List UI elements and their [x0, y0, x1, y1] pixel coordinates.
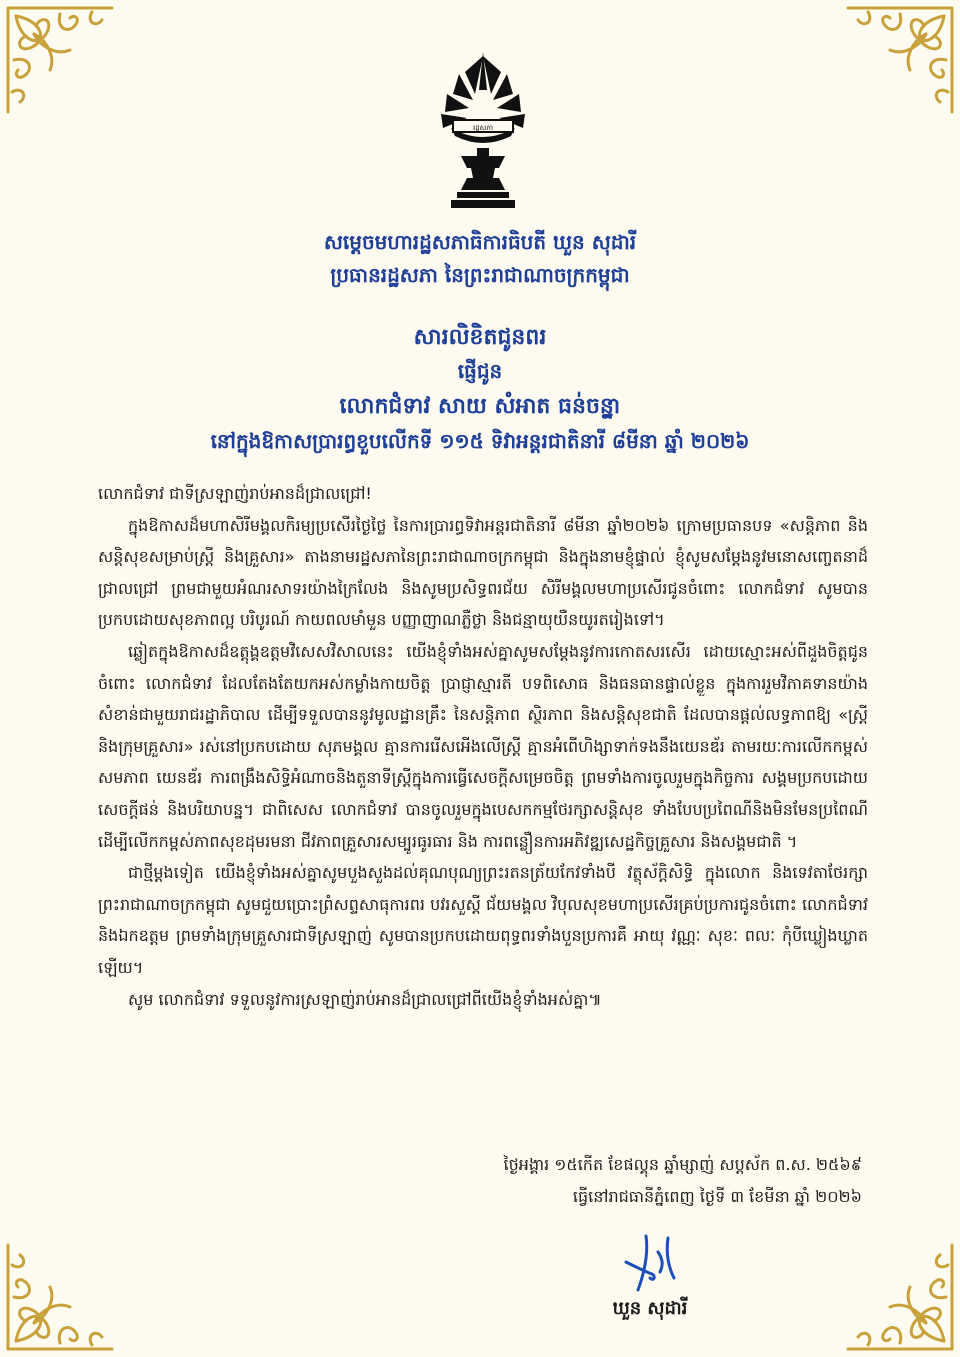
lunar-date: ថ្ងៃអង្គារ ១៥កើត ខែផល្គុន ឆ្នាំម្សាញ់ សប្តស័ក ព.ស. ២៥៦៩ [503, 1155, 862, 1174]
letter-title: សារលិខិតជូនពរ [413, 325, 547, 350]
corner-ornament-top-left-icon [0, 0, 120, 120]
occasion-line: នៅក្នុងឱកាសប្រារព្ធខួបលើកទី ១១៥ ទិវាអន្តរជាតិនារី ៨មីនា ឆ្នាំ ២០២៦ [210, 429, 750, 453]
emblem-label: រដ្ឋសភា [473, 124, 493, 132]
author-name: សម្តេចមហារដ្ឋសភាធិការធិបតី ឃួន សុដារី [323, 230, 637, 254]
recipient-name: លោកជំទាវ សាយ សំអាត ធន់ចន្ធ្នា [339, 394, 621, 419]
addressed-to: ផ្ញើជូន [457, 359, 503, 383]
handwritten-signature-icon [616, 1232, 686, 1294]
paragraph-1: ក្នុងឱកាសដ៏មហាសិរីមង្គលកិរម្យប្រសើរថ្ងៃថ្លៃ នៃការប្រារព្ធទិវាអន្តរជាតិនារី ៨មីនា ឆ្នាំ២០២៦ ក្រោមប្រធានបទ «សន្តិភាព និងសន្តិសុខសម្រាប់ស្ត្រី និងគ្រួសារ» តាងនាមរដ្ឋសភានៃព្រះរាជាណាចក្រកម្ពុជា និងក្នុងនាមខ្ញុំផ្ទាល់ ខ្ញុំសូមសម្តែងនូវមនោសញ្ចេតនាដ៏ជ្រាលជ្រៅ ព្រមជាមួយអំណរសាទរយ៉ាងក្រៃលែង និងសូមប្រសិទ្ធពរជ័យ សិរីមង្គលមហាប្រសើរជូនចំពោះ លោកជំទាវ សូមបានប្រកបដោយសុខភាពល្អ បរិបូរណ៍ កាយពលមាំមួន បញ្ញាញាណភ្លឺថ្លា និងជន្មាយុយឺនយូរតរៀងទៅ។ [98, 515, 868, 630]
corner-ornament-bottom-right-icon [840, 1237, 960, 1357]
closing-line: សូម លោកជំទាវ ទទួលនូវការស្រឡាញ់រាប់អានដ៏ជ្រាលជ្រៅពីយើងខ្ញុំទាំងអស់គ្នា៕ [128, 989, 602, 1009]
corner-ornament-top-right-icon [840, 0, 960, 120]
corner-ornament-bottom-left-icon [0, 1237, 120, 1357]
paragraph-2: ឆ្លៀតក្នុងឱកាសដ៏ឧត្តុង្គឧត្តមវិសេសវិសាលនេះ យើងខ្ញុំទាំងអស់គ្នាសូមសម្តែងនូវការកោតសរសើរ ដោយស្មោះអស់ពីដួងចិត្តជូនចំពោះ លោកជំទាវ ដែលតែងតែយកអស់កម្លាំងកាយចិត្ត ប្រាជ្ញាស្មារតី បទពិសោធ និងធនធានផ្ទាល់ខ្លួន ក្នុងការរួមវិភាគទានយ៉ាងសំខាន់ជាមួយរាជរដ្ឋាភិបាល ដើម្បីទទួលបាននូវមូលដ្ឋានគ្រឹះ នៃសន្តិភាព ស្ថិរភាព និងសន្តិសុខជាតិ ដែលបានផ្តល់លទ្ធភាពឱ្យ «ស្ត្រីនិងក្រុមគ្រួសារ» រស់នៅប្រកបដោយ សុភមង្គល គ្មានការរើសអើងលើស្ត្រី គ្មានអំពើហិង្សាទាក់ទងនឹងយេនឌ័រ តាមរយៈការលើកកម្ពស់សមភាព យេនឌ័រ ការពង្រឹងសិទ្ធិអំណាចនិងតួនាទីស្ត្រីក្នុងការធ្វើសេចក្តីសម្រេចចិត្ត ព្រមទាំងការចូលរួមក្នុងកិច្ចការ សង្គមប្រកបដោយសេចក្តីផន់ និងបរិយាបន្ន។ ជាពិសេស លោកជំទាវ បានចូលរួមក្នុងបេសកកម្មថែរក្សាសន្តិសុខ ទាំងបែបប្រពៃណីនិងមិនមែនប្រពៃណី ដើម្បីលើកកម្ពស់ភាពសុខដុមរមនា ជីវភាពគ្រួសារសម្បូរធូរធារ និង ការពន្លឿនការអភិវឌ្ឍសេដ្ឋកិច្ចគ្រួសារ និងសង្គមជាតិ ។ [98, 641, 868, 851]
salutation: លោកជំទាវ ជាទីស្រឡាញ់រាប់អានដ៏ជ្រាលជ្រៅ! [98, 484, 372, 503]
letter-body [98, 478, 868, 1015]
paragraph-3: ជាថ្មីម្តងទៀត យើងខ្ញុំទាំងអស់គ្នាសូមបួងសួងដល់គុណបុណ្យព្រះរតនត្រ័យកែវទាំងបី វត្ថុស័ក្តិសិទ្ធិ ក្នុងលោក និងទេវតាថែរក្សាព្រះរាជាណាចក្រកម្ពុជា សូមជួយប្រោះព្រំសព្ទសាធុការពរ បវរសួស្តី ជ័យមង្គល វិបុលសុខមហាប្រសើរគ្រប់ប្រការជូនចំពោះ លោកជំទាវ និងឯកឧត្តម ព្រមទាំងក្រុមគ្រួសារជាទីស្រឡាញ់ សូមបានប្រកបដោយពុទ្ធពរទាំងបួនប្រការគឺ អាយុ វណ្ណៈ សុខៈ ពលៈ កុំបីឃ្លៀងឃ្លាតឡើយ។ [98, 863, 868, 977]
author-role: ប្រធានរដ្ឋសភា នៃព្រះរាជាណាចក្រកម្ពុជា [330, 263, 630, 287]
signer-name: ឃួន សុដារី [612, 1298, 688, 1319]
solar-date: ធ្វើនៅរាជធានីភ្នំពេញ ថ្ងៃទី ៣ ខែមីនា ឆ្នាំ ២០២៦ [572, 1187, 862, 1206]
national-assembly-emblem-icon [437, 50, 529, 212]
